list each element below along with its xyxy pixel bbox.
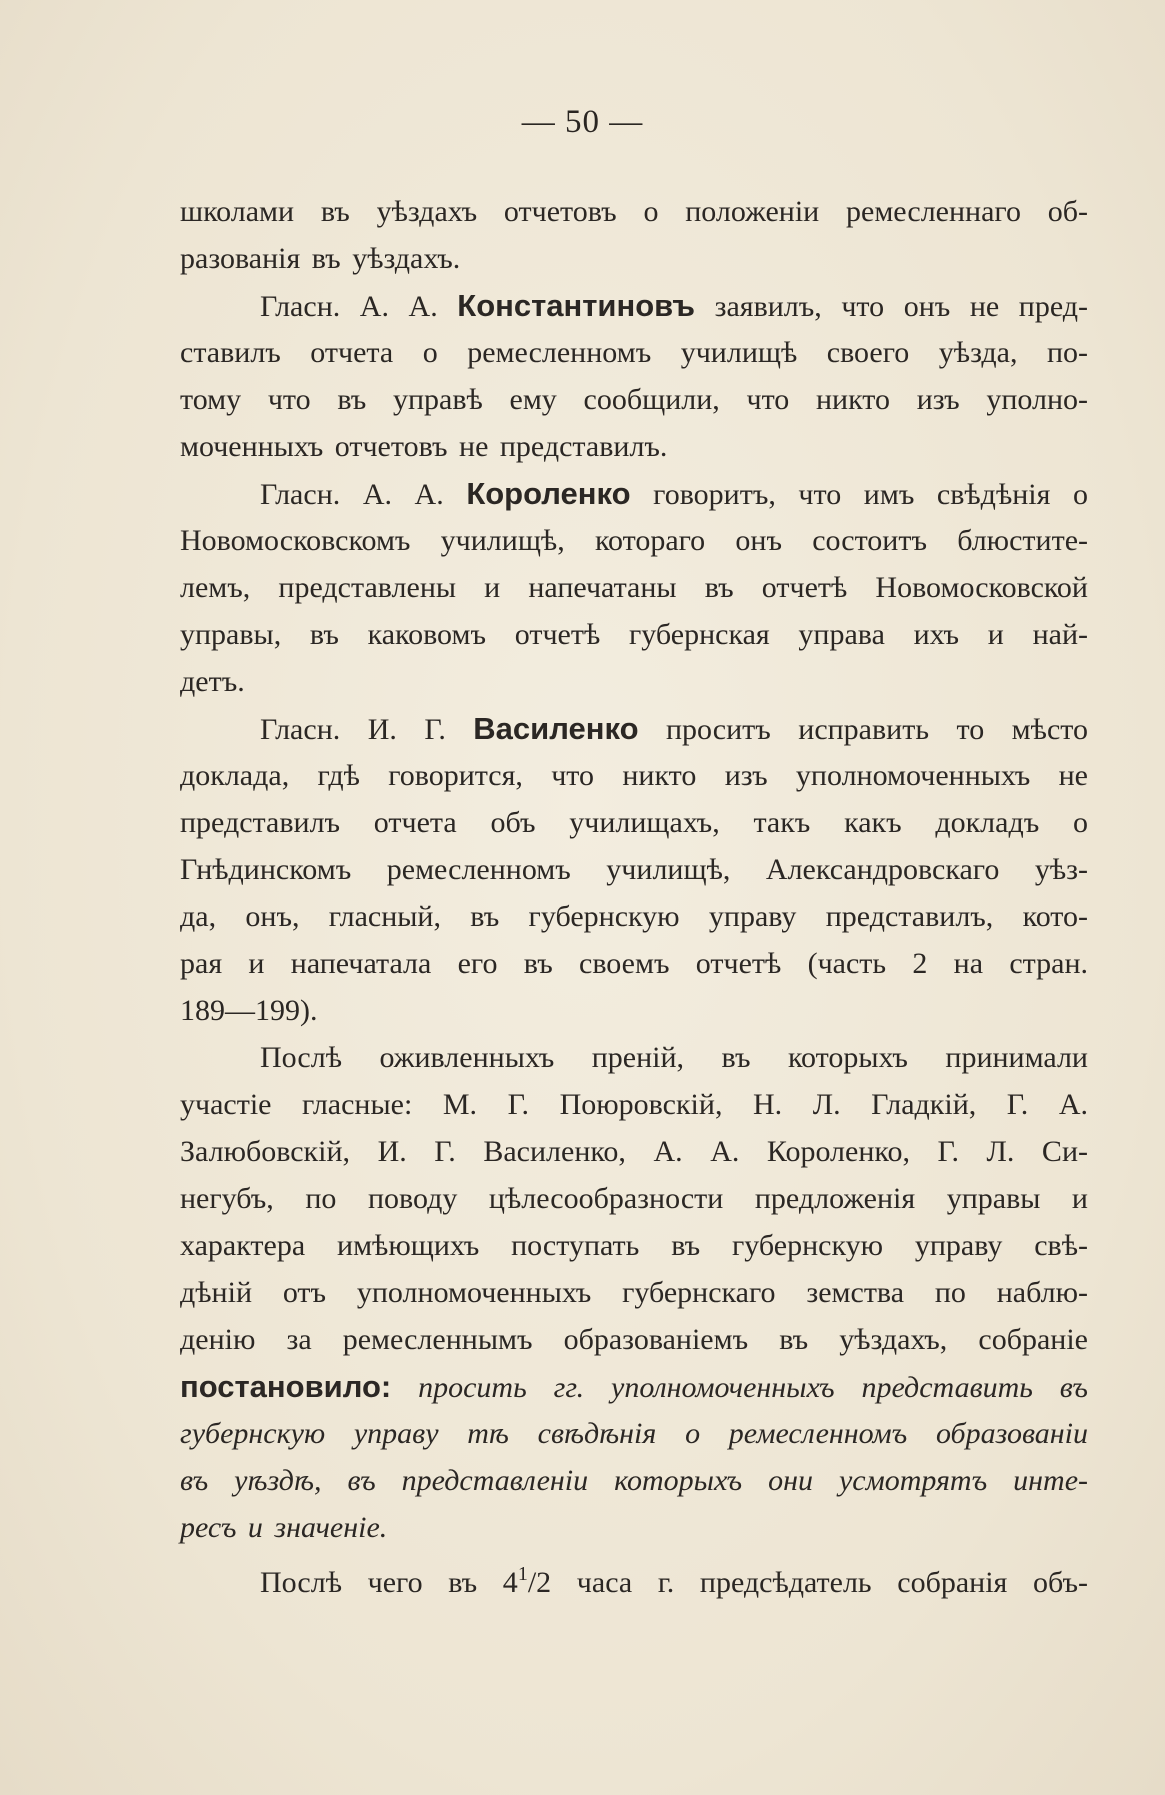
text-line xyxy=(180,611,1088,658)
text-line xyxy=(180,376,1088,423)
text-line xyxy=(180,329,1088,376)
text-run: Гласн. А. А. xyxy=(260,290,458,323)
text-line xyxy=(180,564,1088,611)
text-run: Новомосковскомъ училищѣ, котораго онъ состоитъ блюстите- xyxy=(180,524,1088,557)
text-run: Гласн. И. Г. xyxy=(260,713,474,746)
text-line xyxy=(180,1551,1088,1598)
text-line xyxy=(180,1410,1088,1457)
text-line xyxy=(180,282,1088,329)
text-line xyxy=(180,423,1088,470)
text-line xyxy=(180,1504,1088,1551)
italic-text: ресъ и значеніе. xyxy=(180,1511,388,1544)
text-line xyxy=(180,799,1088,846)
superscript: 1 xyxy=(517,1563,528,1585)
text-run: да, онъ, гласный, въ губернскую управу представилъ, кото- xyxy=(180,900,1088,933)
italic-text: въ уѣздѣ, въ представленіи которыхъ они усмотрятъ инте- xyxy=(180,1464,1088,1497)
text-run: школами въ уѣздахъ отчетовъ о положеніи ремесленнаго об- xyxy=(180,195,1088,228)
text-run: дѣній отъ уполномоченныхъ губернскаго земства по наблю- xyxy=(180,1276,1088,1309)
text-run: Послѣ чего въ 4 xyxy=(260,1566,518,1599)
text-run: детъ. xyxy=(180,665,245,698)
text-run: представилъ отчета объ училищахъ, такъ какъ докладъ о xyxy=(180,806,1088,839)
text-run: негубъ, по поводу цѣлесообразности предложенія управы и xyxy=(180,1182,1088,1215)
text-run: ставилъ отчета о ремесленномъ училищѣ своего уѣзда, по- xyxy=(180,336,1088,369)
text-run: моченныхъ отчетовъ не представилъ. xyxy=(180,430,668,463)
text-line xyxy=(180,470,1088,517)
bold-name: Короленко xyxy=(466,476,631,511)
body-text xyxy=(180,188,1088,1598)
text-run: рая и напечатала его въ своемъ отчетѣ (часть 2 на стран. xyxy=(180,947,1088,980)
text-line xyxy=(180,188,1088,235)
italic-text: просить гг. уполномоченныхъ представить въ xyxy=(391,1371,1088,1404)
text-run: Гнѣдинскомъ ремесленномъ училищѣ, Александровскаго уѣз- xyxy=(180,853,1088,886)
text-line xyxy=(180,1316,1088,1363)
text-run: лемъ, представлены и напечатаны въ отчетѣ Новомосковской xyxy=(180,571,1088,604)
bold-name: Константиновъ xyxy=(457,288,696,323)
text-line xyxy=(180,1175,1088,1222)
bold-name: Василенко xyxy=(473,711,639,746)
text-line xyxy=(180,235,1088,282)
text-run: доклада, гдѣ говорится, что никто изъ уполномоченныхъ не xyxy=(180,759,1088,792)
text-run: разованія въ уѣздахъ. xyxy=(180,242,461,275)
text-line xyxy=(180,1081,1088,1128)
text-line xyxy=(180,752,1088,799)
text-line xyxy=(180,1363,1088,1410)
text-run: заявилъ, что онъ не пред- xyxy=(695,290,1089,323)
bold-name: постановило: xyxy=(180,1369,392,1404)
page-number: — 50 — xyxy=(521,104,644,140)
text-run: 189—199). xyxy=(180,994,318,1027)
text-line xyxy=(180,987,1088,1034)
text-line xyxy=(180,705,1088,752)
text-run: /2 часа г. предсѣдатель собранія объ- xyxy=(527,1566,1088,1599)
text-line xyxy=(180,940,1088,987)
text-run: денію за ремесленнымъ образованіемъ въ уѣздахъ, собраніе xyxy=(180,1323,1088,1356)
text-line xyxy=(180,893,1088,940)
text-run: управы, въ каковомъ отчетѣ губернская управа ихъ и най- xyxy=(180,618,1088,651)
text-line xyxy=(180,658,1088,705)
text-run: характера имѣющихъ поступать въ губернскую управу свѣ- xyxy=(180,1229,1088,1262)
text-line xyxy=(180,1457,1088,1504)
text-run: участіе гласные: М. Г. Поюровскій, Н. Л. Гладкій, Г. А. xyxy=(180,1088,1088,1121)
italic-text: губернскую управу тѣ свѣдѣнія о ремесленномъ образованіи xyxy=(180,1417,1088,1450)
text-line xyxy=(180,1269,1088,1316)
text-run: Гласн. А. А. xyxy=(260,478,467,511)
text-line xyxy=(180,846,1088,893)
text-run: Залюбовскій, И. Г. Василенко, А. А. Короленко, Г. Л. Си- xyxy=(180,1135,1088,1168)
text-run: тому что въ управѣ ему сообщили, что никто изъ уполно- xyxy=(180,383,1088,416)
text-line xyxy=(180,1034,1088,1081)
text-run: говоритъ, что имъ свѣдѣнія о xyxy=(630,478,1089,511)
text-run: проситъ исправить то мѣсто xyxy=(638,713,1088,746)
text-line xyxy=(180,1128,1088,1175)
text-line xyxy=(180,517,1088,564)
text-line xyxy=(180,1222,1088,1269)
text-run: Послѣ оживленныхъ преній, въ которыхъ принимали xyxy=(260,1041,1088,1074)
